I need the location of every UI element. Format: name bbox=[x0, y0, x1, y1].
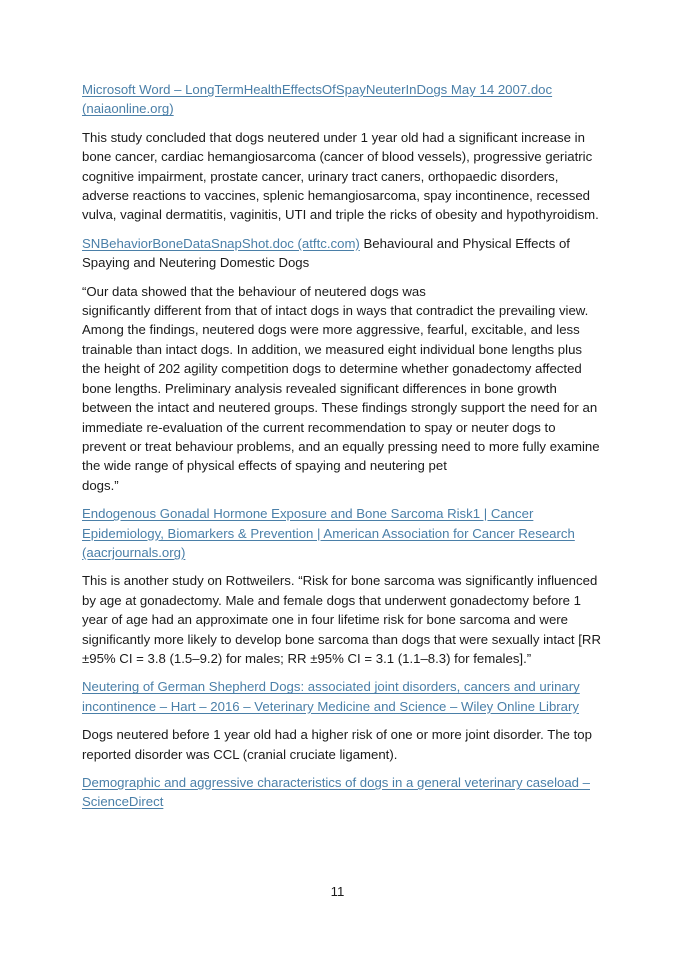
link-sciencedirect-aggressive-dogs[interactable]: Demographic and aggressive characteristics of dogs in a general veterinary caseload – ScienceDirect bbox=[82, 775, 590, 810]
document-body bbox=[82, 80, 602, 821]
summary-paragraph-3: This is another study on Rottweilers. “Risk for bone sarcoma was significantly influenced by age at gonadectomy. Male and female dogs that underwent gonadectomy before 1 year of age had an approximate one in four lifetime risk for bone sarcoma and were significantly more likely to develop bone sarcoma than dogs that were sexually intact [RR ±95% CI = 3.8 (1.5–9.2) for males; RR ±95% CI = 3.1 (1.1–8.3) for females].” bbox=[82, 573, 601, 666]
reference-1 bbox=[82, 80, 602, 119]
reference-5 bbox=[82, 773, 602, 812]
quote-body: significantly different from that of intact dogs in ways that contradict the prevailing view. Among the findings, neutered dogs were more aggressive, fearful, excitable, and less trainable than intact dogs. In addition, we measured eight individual bone lengths plus the height of 202 agility competition dogs to determine whether gonadectomy affected bone lengths. Preliminary analysis revealed significant differences in bone growth between the intact and neutered groups. These findings strongly support the need for an immediate re-evaluation of the current recommendation to spay or neuter dogs to prevent or treat behaviour problems, and an equally pressing need to more fully examine the wide range of physical effects of spaying and neutering pet bbox=[82, 303, 600, 474]
reference-2-title: Behavioural and Physical Effects of Spaying and Neutering Domestic Dogs bbox=[82, 235, 570, 271]
page-number: 11 bbox=[330, 884, 345, 899]
link-aacr-bone-sarcoma[interactable]: Endogenous Gonadal Hormone Exposure and Bone Sarcoma Risk1 | Cancer Epidemiology, Biomarkers & Prevention | American Association for Cancer Research (aacrjournals.org) bbox=[82, 506, 575, 560]
summary-paragraph-1: This study concluded that dogs neutered under 1 year old had a significant increase in bone cancer, cardiac hemangiosarcoma (cancer of blood vessels), progressive geriatric cognitive impairment, prostate cancer, urinary tract caners, orthopaedic disorders, adverse reactions to vaccines, splenic hemangiosarcoma, spay incontinence, recessed vulva, vaginal dermatitis, vaginitis, UTI and triple the ricks of obesity and hypothyroidism. bbox=[82, 129, 599, 223]
reference-3 bbox=[82, 504, 602, 562]
reference-4 bbox=[82, 677, 602, 716]
quote-first-line: “Our data showed that the behaviour of neutered dogs was bbox=[82, 283, 426, 299]
reference-2 bbox=[82, 234, 602, 273]
quote-last-line: dogs.” bbox=[82, 477, 119, 493]
link-sn-behavior-bone-data[interactable]: SNBehaviorBoneDataSnapShot.doc (atftc.com) bbox=[82, 235, 360, 251]
link-wiley-german-shepherd[interactable]: Neutering of German Shepherd Dogs: associated joint disorders, cancers and urinary incontinence – Hart – 2016 – Veterinary Medicine and Science – Wiley Online Library bbox=[82, 679, 580, 714]
summary-paragraph-4: Dogs neutered before 1 year old had a higher risk of one or more joint disorder. The top reported disorder was CCL (cranial cruciate ligament). bbox=[82, 727, 592, 762]
quote-paragraph bbox=[82, 282, 602, 495]
link-naia-long-term-health[interactable]: Microsoft Word – LongTermHealthEffectsOfSpayNeuterInDogs May 14 2007.doc (naiaonline.org) bbox=[82, 82, 553, 117]
